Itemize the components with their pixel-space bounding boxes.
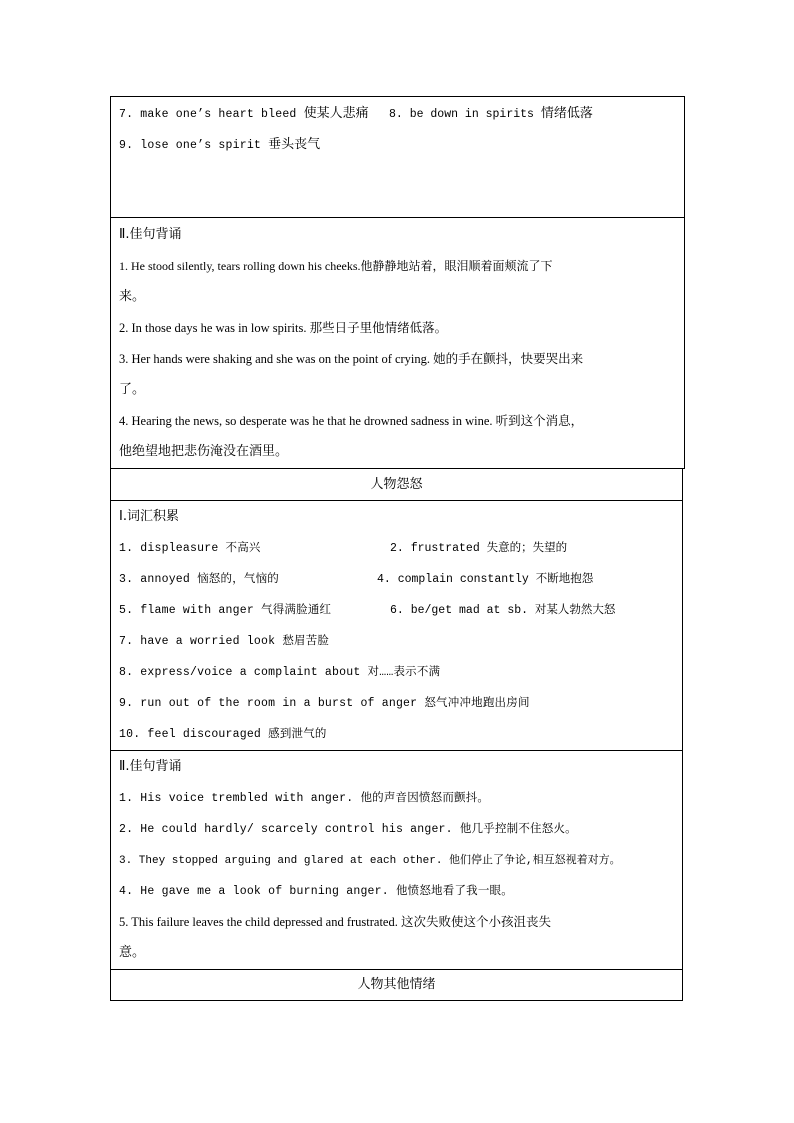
vocab-item-9: 9. run out of the room in a burst of anger 怒气冲冲地跑出房间 bbox=[119, 697, 530, 710]
phrase-row-9 bbox=[119, 135, 320, 156]
vocab-item-10: 10. feel discouraged 感到泄气的 bbox=[119, 728, 327, 741]
sentence-1-line1: 1. He stood silently, tears rolling down his cheeks.他静静地站着，眼泪顺着面颊流了下 bbox=[119, 259, 553, 273]
anger-sentence-4: 4. He gave me a look of burning anger. 他愤怒地看了我一眼。 bbox=[119, 885, 513, 898]
vocab-item-1: 1. displeasure 不高兴 bbox=[119, 542, 261, 555]
sentence-1-line2: 来。 bbox=[119, 289, 146, 304]
anger-title: 人物怨怒 bbox=[370, 477, 423, 492]
anger-vocab-cell bbox=[110, 500, 683, 751]
other-title: 人物其他情绪 bbox=[357, 977, 436, 992]
sentence-4-line1: 4. Hearing the news, so desperate was he that he drowned sadness in wine. 听到这个消息， bbox=[119, 414, 584, 428]
sadness-phrases-cell bbox=[110, 96, 685, 218]
vocab-item-4: 4. complain constantly 不断地抱怨 bbox=[377, 573, 594, 586]
vocab-item-7: 7. have a worried look 愁眉苦脸 bbox=[119, 635, 330, 648]
vocab-item-5: 5. flame with anger 气得满脸通红 bbox=[119, 604, 332, 617]
anger-sentence-5-line1: 5. This failure leaves the child depressed and frustrated. 这次失败使这个小孩沮丧失 bbox=[119, 915, 551, 929]
sadness-sentences-cell bbox=[110, 217, 685, 469]
sentence-3-line1: 3. Her hands were shaking and she was on the point of crying. 她的手在颤抖，快要哭出来 bbox=[119, 352, 584, 366]
sentence-2: 2. In those days he was in low spirits. 那些日子里他情绪低落。 bbox=[119, 321, 448, 335]
vocab-item-3: 3. annoyed 恼怒的，气恼的 bbox=[119, 573, 280, 586]
anger-sentence-2: 2. He could hardly/ scarcely control his anger. 他几乎控制不住怒火。 bbox=[119, 823, 577, 836]
anger-title-cell bbox=[110, 468, 683, 501]
vocab-item-2: 2. frustrated 失意的；失望的 bbox=[390, 542, 568, 555]
phrase-8-zh: 情绪低落 bbox=[540, 106, 593, 121]
phrase-8-en: 8. be down in spirits bbox=[389, 108, 541, 121]
phrase-9-zh: 垂头丧气 bbox=[268, 137, 321, 152]
phrase-7-zh: 使某人悲痛 bbox=[303, 106, 369, 121]
phrase-row-8 bbox=[389, 104, 593, 125]
anger-sentences-heading: Ⅱ.佳句背诵 bbox=[119, 759, 182, 774]
anger-sentences-cell bbox=[110, 750, 683, 970]
vocab-item-6: 6. be/get mad at sb. 对某人勃然大怒 bbox=[390, 604, 616, 617]
vocab-heading: Ⅰ.词汇积累 bbox=[119, 509, 179, 524]
sentence-3-line2: 了。 bbox=[119, 382, 146, 397]
anger-sentence-5-line2: 意。 bbox=[119, 945, 146, 960]
sentence-4-line2: 他绝望地把悲伤淹没在酒里。 bbox=[119, 444, 289, 459]
phrase-7-en: 7. make one’s heart bleed bbox=[119, 108, 304, 121]
sentences-heading: Ⅱ.佳句背诵 bbox=[119, 227, 182, 242]
anger-sentence-3: 3. They stopped arguing and glared at each other. 他们停止了争论,相互怒视着对方。 bbox=[119, 855, 621, 867]
phrase-row-7 bbox=[119, 104, 369, 125]
phrase-9-en: 9. lose one’s spirit bbox=[119, 139, 269, 152]
vocab-item-8: 8. express/voice a complaint about 对……表示不满 bbox=[119, 666, 441, 679]
other-title-cell bbox=[110, 969, 683, 1001]
anger-sentence-1: 1. His voice trembled with anger. 他的声音因愤怒而颤抖。 bbox=[119, 792, 490, 805]
